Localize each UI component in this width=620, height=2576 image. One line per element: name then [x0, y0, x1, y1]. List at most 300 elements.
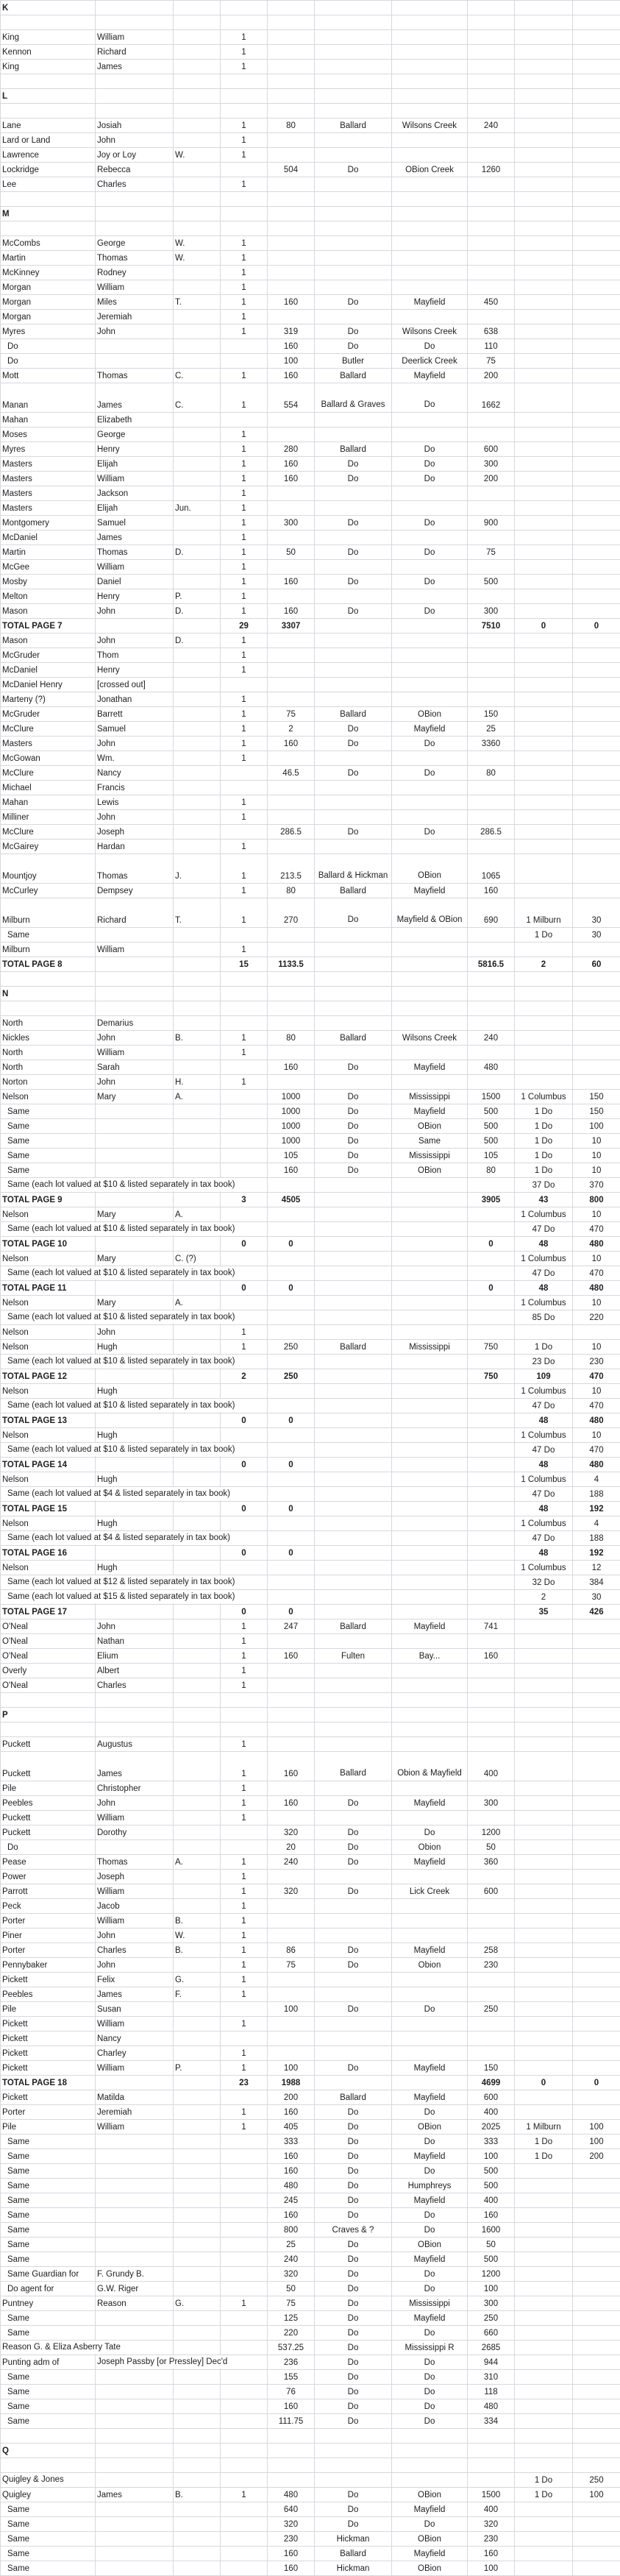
- initial-cell[interactable]: [174, 692, 221, 707]
- given-name-cell[interactable]: [96, 2547, 174, 2561]
- initial-cell[interactable]: [174, 1060, 221, 1075]
- town-lots-cell[interactable]: [515, 1678, 573, 1693]
- lot-value-cell[interactable]: [573, 266, 620, 280]
- surname-cell[interactable]: K: [1, 1, 96, 15]
- polls-cell[interactable]: 1: [221, 1046, 268, 1060]
- land-value-cell[interactable]: [468, 207, 515, 221]
- acres-cell[interactable]: 100: [268, 2002, 315, 2017]
- polls-cell[interactable]: 1: [221, 442, 268, 457]
- watercourse-cell[interactable]: Do: [392, 2164, 468, 2179]
- acres-cell[interactable]: 320: [268, 1825, 315, 1840]
- watercourse-cell[interactable]: [392, 943, 468, 957]
- land-value-cell[interactable]: 320: [468, 2517, 515, 2532]
- initial-cell[interactable]: [174, 1046, 221, 1060]
- watercourse-cell[interactable]: Do: [392, 457, 468, 472]
- lot-value-cell[interactable]: [573, 2444, 620, 2458]
- initial-cell[interactable]: [174, 1413, 221, 1428]
- county-cell[interactable]: Do: [315, 1796, 392, 1811]
- surname-cell[interactable]: Mott: [1, 369, 96, 383]
- land-value-cell[interactable]: [468, 1487, 515, 1502]
- acres-cell[interactable]: 200: [268, 2090, 315, 2105]
- county-cell[interactable]: [315, 266, 392, 280]
- surname-cell[interactable]: L: [1, 89, 96, 104]
- given-name-cell[interactable]: John: [96, 737, 174, 751]
- polls-cell[interactable]: 1: [221, 1870, 268, 1884]
- county-cell[interactable]: Do: [315, 1090, 392, 1104]
- surname-cell[interactable]: Nelson: [1, 1561, 96, 1575]
- polls-cell[interactable]: [221, 1428, 268, 1443]
- acres-cell[interactable]: [268, 2458, 315, 2473]
- surname-cell[interactable]: [1, 221, 96, 236]
- initial-cell[interactable]: [174, 1384, 221, 1399]
- watercourse-cell[interactable]: Do: [392, 2282, 468, 2296]
- polls-cell[interactable]: 1: [221, 236, 268, 251]
- surname-cell[interactable]: TOTAL PAGE 17: [1, 1605, 96, 1619]
- watercourse-cell[interactable]: [392, 427, 468, 442]
- polls-cell[interactable]: 1: [221, 1340, 268, 1355]
- land-value-cell[interactable]: 500: [468, 2179, 515, 2193]
- lot-value-cell[interactable]: 470: [573, 1399, 620, 1413]
- county-cell[interactable]: [315, 1973, 392, 1987]
- lot-value-cell[interactable]: 480: [573, 1281, 620, 1296]
- county-cell[interactable]: [315, 1016, 392, 1031]
- polls-cell[interactable]: 1: [221, 472, 268, 486]
- lot-value-cell[interactable]: [573, 840, 620, 854]
- surname-cell[interactable]: Same: [1, 2502, 96, 2517]
- acres-cell[interactable]: 213.5: [268, 854, 315, 884]
- watercourse-cell[interactable]: [392, 2046, 468, 2061]
- watercourse-cell[interactable]: [392, 692, 468, 707]
- lot-value-cell[interactable]: [573, 1796, 620, 1811]
- given-name-cell[interactable]: Rodney: [96, 266, 174, 280]
- county-cell[interactable]: [315, 1325, 392, 1340]
- initial-cell[interactable]: [174, 707, 221, 722]
- land-value-cell[interactable]: [468, 1413, 515, 1428]
- land-value-cell[interactable]: 50: [468, 2238, 515, 2252]
- surname-cell[interactable]: Myres: [1, 442, 96, 457]
- watercourse-cell[interactable]: [392, 74, 468, 89]
- acres-cell[interactable]: 320: [268, 2267, 315, 2282]
- acres-cell[interactable]: [268, 1914, 315, 1929]
- town-lots-cell[interactable]: [515, 678, 573, 692]
- acres-cell[interactable]: 405: [268, 2120, 315, 2135]
- surname-cell[interactable]: North: [1, 1060, 96, 1075]
- acres-cell[interactable]: 250: [268, 1369, 315, 1384]
- county-cell[interactable]: [315, 2076, 392, 2090]
- county-cell[interactable]: [315, 133, 392, 148]
- polls-cell[interactable]: 1: [221, 1678, 268, 1693]
- polls-cell[interactable]: [221, 354, 268, 369]
- watercourse-cell[interactable]: [392, 1281, 468, 1296]
- surname-cell[interactable]: Milburn: [1, 898, 96, 928]
- given-name-cell[interactable]: John: [96, 1325, 174, 1340]
- initial-cell[interactable]: [174, 1193, 221, 1207]
- land-value-cell[interactable]: 2685: [468, 2341, 515, 2355]
- town-lots-cell[interactable]: 1 Do: [515, 1119, 573, 1134]
- land-value-cell[interactable]: 105: [468, 1149, 515, 1163]
- town-lots-cell[interactable]: [515, 545, 573, 560]
- town-lots-cell[interactable]: [515, 825, 573, 840]
- lot-value-cell[interactable]: 10: [573, 1384, 620, 1399]
- acres-cell[interactable]: 80: [268, 1031, 315, 1046]
- land-value-cell[interactable]: [468, 2458, 515, 2473]
- town-lots-cell[interactable]: 23 Do: [515, 1355, 573, 1369]
- given-name-cell[interactable]: [96, 2238, 174, 2252]
- county-cell[interactable]: Do: [315, 2252, 392, 2267]
- initial-cell[interactable]: [174, 2502, 221, 2517]
- lot-value-cell[interactable]: 4: [573, 1472, 620, 1487]
- initial-cell[interactable]: [174, 531, 221, 545]
- county-cell[interactable]: Do: [315, 2164, 392, 2179]
- initial-cell[interactable]: [174, 45, 221, 60]
- initial-cell[interactable]: [174, 2341, 221, 2355]
- county-cell[interactable]: Do: [315, 2282, 392, 2296]
- county-cell[interactable]: Ballard: [315, 1752, 392, 1781]
- town-lots-cell[interactable]: 47 Do: [515, 1399, 573, 1413]
- polls-cell[interactable]: [221, 1134, 268, 1149]
- town-lots-cell[interactable]: [515, 2517, 573, 2532]
- lot-value-cell[interactable]: 200: [573, 2149, 620, 2164]
- surname-cell[interactable]: [1, 1001, 96, 1016]
- land-value-cell[interactable]: [468, 221, 515, 236]
- acres-cell[interactable]: [268, 133, 315, 148]
- land-value-cell[interactable]: [468, 486, 515, 501]
- given-name-cell[interactable]: Thomas: [96, 251, 174, 266]
- initial-cell[interactable]: [174, 104, 221, 118]
- acres-cell[interactable]: 1000: [268, 1119, 315, 1134]
- given-name-cell[interactable]: [96, 1413, 174, 1428]
- polls-cell[interactable]: 1: [221, 486, 268, 501]
- town-lots-cell[interactable]: [515, 45, 573, 60]
- lot-value-cell[interactable]: [573, 310, 620, 324]
- given-name-cell[interactable]: Hugh: [96, 1516, 174, 1531]
- county-cell[interactable]: [315, 692, 392, 707]
- watercourse-cell[interactable]: Do: [392, 2326, 468, 2341]
- acres-cell[interactable]: [268, 1178, 315, 1193]
- county-cell[interactable]: [315, 1811, 392, 1825]
- polls-cell[interactable]: 1: [221, 1075, 268, 1090]
- initial-cell[interactable]: [174, 457, 221, 472]
- surname-cell[interactable]: Peebles: [1, 1796, 96, 1811]
- town-lots-cell[interactable]: [515, 663, 573, 678]
- surname-cell[interactable]: Porter: [1, 1943, 96, 1958]
- town-lots-cell[interactable]: [515, 427, 573, 442]
- polls-cell[interactable]: [221, 1825, 268, 1840]
- given-name-cell[interactable]: Christopher: [96, 1781, 174, 1796]
- given-name-cell[interactable]: William: [96, 560, 174, 575]
- surname-cell[interactable]: McClure: [1, 766, 96, 781]
- polls-cell[interactable]: [221, 89, 268, 104]
- town-lots-cell[interactable]: [515, 310, 573, 324]
- polls-cell[interactable]: [221, 1016, 268, 1031]
- town-lots-cell[interactable]: 1 Columbus: [515, 1296, 573, 1310]
- land-value-cell[interactable]: [468, 1325, 515, 1340]
- land-value-cell[interactable]: [468, 74, 515, 89]
- watercourse-cell[interactable]: [392, 1605, 468, 1619]
- land-value-cell[interactable]: [468, 1575, 515, 1590]
- county-cell[interactable]: [315, 177, 392, 192]
- county-cell[interactable]: [315, 413, 392, 427]
- polls-cell[interactable]: [221, 2032, 268, 2046]
- given-name-cell[interactable]: Matilda: [96, 2090, 174, 2105]
- watercourse-cell[interactable]: [392, 1737, 468, 1752]
- land-value-cell[interactable]: [468, 89, 515, 104]
- acres-cell[interactable]: 0: [268, 1502, 315, 1516]
- watercourse-cell[interactable]: Do: [392, 545, 468, 560]
- town-lots-cell[interactable]: [515, 2267, 573, 2282]
- county-cell[interactable]: Do: [315, 898, 392, 928]
- polls-cell[interactable]: 1: [221, 30, 268, 45]
- polls-cell[interactable]: 2: [221, 1369, 268, 1384]
- initial-cell[interactable]: [174, 2032, 221, 2046]
- polls-cell[interactable]: [221, 2208, 268, 2223]
- watercourse-cell[interactable]: Obion & Mayfield: [392, 1752, 468, 1781]
- given-name-cell[interactable]: Henry: [96, 442, 174, 457]
- polls-cell[interactable]: [221, 766, 268, 781]
- lot-value-cell[interactable]: [573, 678, 620, 692]
- initial-cell[interactable]: C. (?): [174, 1252, 221, 1266]
- town-lots-cell[interactable]: [515, 30, 573, 45]
- surname-cell[interactable]: Pickett: [1, 1973, 96, 1987]
- acres-cell[interactable]: 160: [268, 457, 315, 472]
- watercourse-cell[interactable]: [392, 1428, 468, 1443]
- town-lots-cell[interactable]: 1 Columbus: [515, 1207, 573, 1222]
- polls-cell[interactable]: [221, 2179, 268, 2193]
- initial-cell[interactable]: C.: [174, 383, 221, 413]
- watercourse-cell[interactable]: OBion: [392, 1119, 468, 1134]
- given-name-cell[interactable]: Hugh: [96, 1428, 174, 1443]
- surname-cell[interactable]: Masters: [1, 486, 96, 501]
- lot-value-cell[interactable]: [573, 354, 620, 369]
- initial-cell[interactable]: [174, 60, 221, 74]
- land-value-cell[interactable]: 25: [468, 722, 515, 737]
- polls-cell[interactable]: 1: [221, 148, 268, 163]
- county-cell[interactable]: Craves & ?: [315, 2223, 392, 2238]
- surname-cell[interactable]: [1, 1590, 235, 1605]
- acres-cell[interactable]: 240: [268, 2252, 315, 2267]
- lot-value-cell[interactable]: [573, 89, 620, 104]
- surname-cell[interactable]: TOTAL PAGE 18: [1, 2076, 96, 2090]
- given-name-cell[interactable]: Samuel: [96, 516, 174, 531]
- polls-cell[interactable]: [221, 1472, 268, 1487]
- county-cell[interactable]: Do: [315, 2179, 392, 2193]
- land-value-cell[interactable]: [468, 1502, 515, 1516]
- initial-cell[interactable]: [174, 30, 221, 45]
- given-name-cell[interactable]: [96, 2311, 174, 2326]
- acres-cell[interactable]: 247: [268, 1619, 315, 1634]
- surname-cell[interactable]: Punting adm of: [1, 2355, 96, 2370]
- given-name-cell[interactable]: Joseph: [96, 1870, 174, 1884]
- county-cell[interactable]: [315, 2032, 392, 2046]
- watercourse-cell[interactable]: [392, 1781, 468, 1796]
- town-lots-cell[interactable]: [515, 2355, 573, 2370]
- lot-value-cell[interactable]: [573, 589, 620, 604]
- polls-cell[interactable]: [221, 2002, 268, 2017]
- surname-cell[interactable]: Puckett: [1, 1825, 96, 1840]
- watercourse-cell[interactable]: [392, 1870, 468, 1884]
- land-value-cell[interactable]: [468, 2429, 515, 2444]
- town-lots-cell[interactable]: 1 Do: [515, 1134, 573, 1149]
- polls-cell[interactable]: [221, 1516, 268, 1531]
- surname-cell[interactable]: Moses: [1, 427, 96, 442]
- watercourse-cell[interactable]: [392, 221, 468, 236]
- acres-cell[interactable]: 0: [268, 1413, 315, 1428]
- surname-cell[interactable]: McClure: [1, 825, 96, 840]
- polls-cell[interactable]: 1: [221, 280, 268, 295]
- town-lots-cell[interactable]: [515, 1943, 573, 1958]
- given-name-cell[interactable]: William: [96, 280, 174, 295]
- given-name-cell[interactable]: Nancy: [96, 2032, 174, 2046]
- watercourse-cell[interactable]: Bay...: [392, 1649, 468, 1664]
- land-value-cell[interactable]: [468, 1046, 515, 1060]
- given-name-cell[interactable]: [96, 2135, 174, 2149]
- initial-cell[interactable]: [174, 1678, 221, 1693]
- town-lots-cell[interactable]: [515, 1016, 573, 1031]
- land-value-cell[interactable]: [468, 634, 515, 648]
- acres-cell[interactable]: [268, 192, 315, 207]
- surname-cell[interactable]: McDaniel Henry: [1, 678, 96, 692]
- land-value-cell[interactable]: 100: [468, 2149, 515, 2164]
- land-value-cell[interactable]: 300: [468, 604, 515, 619]
- land-value-cell[interactable]: [468, 1722, 515, 1737]
- given-name-cell[interactable]: [96, 2355, 228, 2370]
- given-name-cell[interactable]: [96, 2502, 174, 2517]
- initial-cell[interactable]: [174, 2149, 221, 2164]
- county-cell[interactable]: [315, 1634, 392, 1649]
- acres-cell[interactable]: [268, 1899, 315, 1914]
- town-lots-cell[interactable]: [515, 2429, 573, 2444]
- lot-value-cell[interactable]: [573, 2208, 620, 2223]
- watercourse-cell[interactable]: [392, 1046, 468, 1060]
- town-lots-cell[interactable]: [515, 692, 573, 707]
- surname-cell[interactable]: Lee: [1, 177, 96, 192]
- county-cell[interactable]: [315, 1664, 392, 1678]
- land-value-cell[interactable]: 450: [468, 295, 515, 310]
- polls-cell[interactable]: 1: [221, 722, 268, 737]
- initial-cell[interactable]: [174, 1325, 221, 1340]
- watercourse-cell[interactable]: [392, 560, 468, 575]
- land-value-cell[interactable]: [468, 1811, 515, 1825]
- lot-value-cell[interactable]: [573, 2002, 620, 2017]
- polls-cell[interactable]: 1: [221, 707, 268, 722]
- surname-cell[interactable]: Same: [1, 2399, 96, 2414]
- land-value-cell[interactable]: [468, 1472, 515, 1487]
- lot-value-cell[interactable]: [573, 2311, 620, 2326]
- county-cell[interactable]: [315, 1546, 392, 1561]
- polls-cell[interactable]: [221, 2149, 268, 2164]
- land-value-cell[interactable]: [468, 1531, 515, 1546]
- county-cell[interactable]: [315, 1929, 392, 1943]
- initial-cell[interactable]: [174, 1458, 221, 1472]
- given-name-cell[interactable]: [96, 354, 174, 369]
- watercourse-cell[interactable]: Mayfield: [392, 1060, 468, 1075]
- watercourse-cell[interactable]: [392, 678, 468, 692]
- given-name-cell[interactable]: [96, 2223, 174, 2238]
- county-cell[interactable]: [315, 1193, 392, 1207]
- watercourse-cell[interactable]: Mayfield: [392, 1104, 468, 1119]
- land-value-cell[interactable]: [468, 1443, 515, 1458]
- acres-cell[interactable]: 80: [268, 884, 315, 898]
- given-name-cell[interactable]: [96, 2444, 174, 2458]
- acres-cell[interactable]: [268, 1987, 315, 2002]
- given-name-cell[interactable]: Hardan: [96, 840, 174, 854]
- given-name-cell[interactable]: [96, 2473, 174, 2488]
- surname-cell[interactable]: O'Neal: [1, 1678, 96, 1693]
- land-value-cell[interactable]: [468, 1737, 515, 1752]
- watercourse-cell[interactable]: Do: [392, 2105, 468, 2120]
- polls-cell[interactable]: [221, 104, 268, 118]
- lot-value-cell[interactable]: [573, 501, 620, 516]
- polls-cell[interactable]: 0: [221, 1413, 268, 1428]
- watercourse-cell[interactable]: [392, 1899, 468, 1914]
- lot-value-cell[interactable]: [573, 486, 620, 501]
- given-name-cell[interactable]: John: [96, 1958, 174, 1973]
- town-lots-cell[interactable]: 47 Do: [515, 1266, 573, 1281]
- lot-value-cell[interactable]: [573, 324, 620, 339]
- given-name-cell[interactable]: Rebecca: [96, 163, 174, 177]
- lot-value-cell[interactable]: [573, 177, 620, 192]
- county-cell[interactable]: [315, 795, 392, 810]
- county-cell[interactable]: [315, 501, 392, 516]
- surname-cell[interactable]: Masters: [1, 737, 96, 751]
- land-value-cell[interactable]: [468, 1899, 515, 1914]
- county-cell[interactable]: [315, 1722, 392, 1737]
- watercourse-cell[interactable]: Mississippi: [392, 1149, 468, 1163]
- county-cell[interactable]: [315, 2444, 392, 2458]
- watercourse-cell[interactable]: [392, 1914, 468, 1929]
- given-name-cell[interactable]: James: [96, 2488, 174, 2502]
- given-name-cell[interactable]: Wm.: [96, 751, 174, 766]
- surname-cell[interactable]: Pease: [1, 1855, 96, 1870]
- town-lots-cell[interactable]: [515, 2105, 573, 2120]
- land-value-cell[interactable]: 500: [468, 2252, 515, 2267]
- given-name-cell[interactable]: Dorothy: [96, 1825, 174, 1840]
- polls-cell[interactable]: [221, 2385, 268, 2399]
- surname-cell[interactable]: Lane: [1, 118, 96, 133]
- town-lots-cell[interactable]: [515, 1031, 573, 1046]
- land-value-cell[interactable]: [468, 427, 515, 442]
- acres-cell[interactable]: [268, 1973, 315, 1987]
- lot-value-cell[interactable]: 470: [573, 1266, 620, 1281]
- surname-cell[interactable]: Morgan: [1, 295, 96, 310]
- county-cell[interactable]: Ballard: [315, 369, 392, 383]
- initial-cell[interactable]: [174, 2179, 221, 2193]
- surname-cell[interactable]: [1, 1310, 235, 1325]
- polls-cell[interactable]: [221, 2090, 268, 2105]
- land-value-cell[interactable]: 660: [468, 2326, 515, 2341]
- initial-cell[interactable]: W.: [174, 236, 221, 251]
- county-cell[interactable]: [315, 1075, 392, 1090]
- acres-cell[interactable]: [268, 221, 315, 236]
- town-lots-cell[interactable]: [515, 192, 573, 207]
- lot-value-cell[interactable]: [573, 30, 620, 45]
- land-value-cell[interactable]: [468, 177, 515, 192]
- polls-cell[interactable]: 1: [221, 1031, 268, 1046]
- town-lots-cell[interactable]: 0: [515, 2076, 573, 2090]
- watercourse-cell[interactable]: [392, 1929, 468, 1943]
- land-value-cell[interactable]: 600: [468, 442, 515, 457]
- county-cell[interactable]: [315, 560, 392, 575]
- initial-cell[interactable]: [174, 2414, 221, 2429]
- acres-cell[interactable]: [268, 1722, 315, 1737]
- land-value-cell[interactable]: [468, 560, 515, 575]
- given-name-cell[interactable]: Miles: [96, 295, 174, 310]
- watercourse-cell[interactable]: Do: [392, 604, 468, 619]
- lot-value-cell[interactable]: [573, 133, 620, 148]
- polls-cell[interactable]: 1: [221, 1796, 268, 1811]
- surname-cell[interactable]: Same: [1, 2193, 96, 2208]
- initial-cell[interactable]: [174, 1840, 221, 1855]
